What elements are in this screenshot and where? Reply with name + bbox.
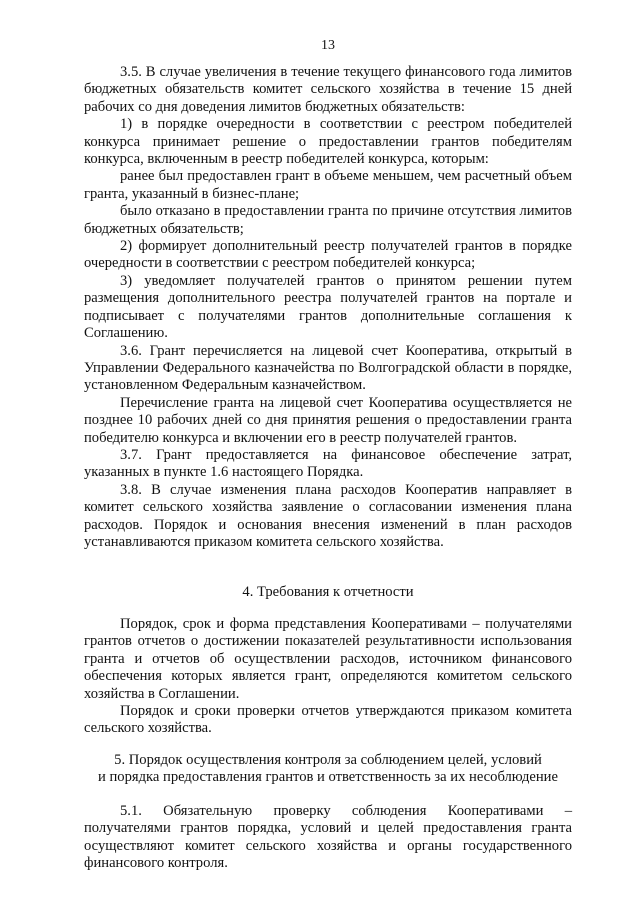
paragraph-3-5-item-1b: было отказано в предоставлении гранта по причине отсутствия лимитов бюджетных обязательств; xyxy=(84,203,572,237)
section-5-heading-line-2: и порядка предоставления грантов и ответственность за их несоблюдение xyxy=(98,769,558,786)
paragraph-5-1: 5.1. Обязательную проверку соблюдения Кооперативами – получателями грантов порядка, условий и целей предоставления гранта осуществляют комитет сельского хозяйства и органы государственного финансового контроля. xyxy=(84,803,572,872)
paragraph-3-5-item-2: 2) формирует дополнительный реестр получателей грантов в порядке очередности в соответствии с реестром победителей конкурса; xyxy=(84,238,572,272)
paragraph-3-7: 3.7. Грант предоставляется на финансовое обеспечение затрат, указанных в пункте 1.6 настоящего Порядка. xyxy=(84,446,572,481)
paragraph-3-6-transfer: Перечисление гранта на лицевой счет Кооператива осуществляется не позднее 10 рабочих дней со дня принятия решения о предоставлении гранта победителю конкурса и включении его в реестр получателей грантов. xyxy=(84,394,572,446)
section-3-body xyxy=(84,64,572,551)
paragraph-3-5: 3.5. В случае увеличения в течение текущего финансового года лимитов бюджетных обязательств комитет сельского хозяйства в течение 15 дней рабочих со дня доведения лимитов бюджетных обязательств: xyxy=(84,64,572,115)
page-number: 13 xyxy=(321,38,335,53)
paragraph-4-verification: Порядок и сроки проверки отчетов утверждаются приказом комитета сельского хозяйства. xyxy=(84,703,572,737)
section-4-body xyxy=(84,616,572,738)
section-5-heading-line-1: 5. Порядок осуществления контроля за соблюдением целей, условий xyxy=(114,752,542,768)
paragraph-3-5-item-3: 3) уведомляет получателей грантов о принятом решении путем размещения дополнительного реестра получателей грантов на портале и подписывает с получателями грантов дополнительные соглашения к Соглашению. xyxy=(84,272,572,342)
paragraph-4-reporting: Порядок, срок и форма представления Кооперативами – получателями грантов отчетов о достижении показателей результативности использования гранта и отчетов об осуществлении расходов, источником финансового обеспечения которых является грант, определяются комитетом сельского хозяйства в Соглашении. xyxy=(84,616,572,702)
document-page xyxy=(84,0,572,905)
section-5-body xyxy=(84,803,572,873)
section-4-heading: 4. Требования к отчетности xyxy=(242,584,414,600)
paragraph-3-5-item-1: 1) в порядке очередности в соответствии с реестром победителей конкурса принимает решение о предоставлении грантов победителям конкурса, включенным в реестр победителей конкурса, которым: xyxy=(84,116,572,168)
paragraph-3-6: 3.6. Грант перечисляется на лицевой счет Кооператива, открытый в Управлении Федерального казначейства по Волгоградской области в порядке, установленном Федеральным казначейством. xyxy=(84,342,572,394)
section-5-heading xyxy=(84,752,572,787)
paragraph-3-8: 3.8. В случае изменения плана расходов Кооператив направляет в комитет сельского хозяйства заявление о согласовании изменения плана расходов. Порядок и основания внесения изменений в план расходов устанавливаются приказом комитета сельского хозяйства. xyxy=(84,481,572,550)
paragraph-3-5-item-1a: ранее был предоставлен грант в объеме меньшем, чем расчетный объем гранта, указанный в бизнес-плане; xyxy=(84,168,572,202)
